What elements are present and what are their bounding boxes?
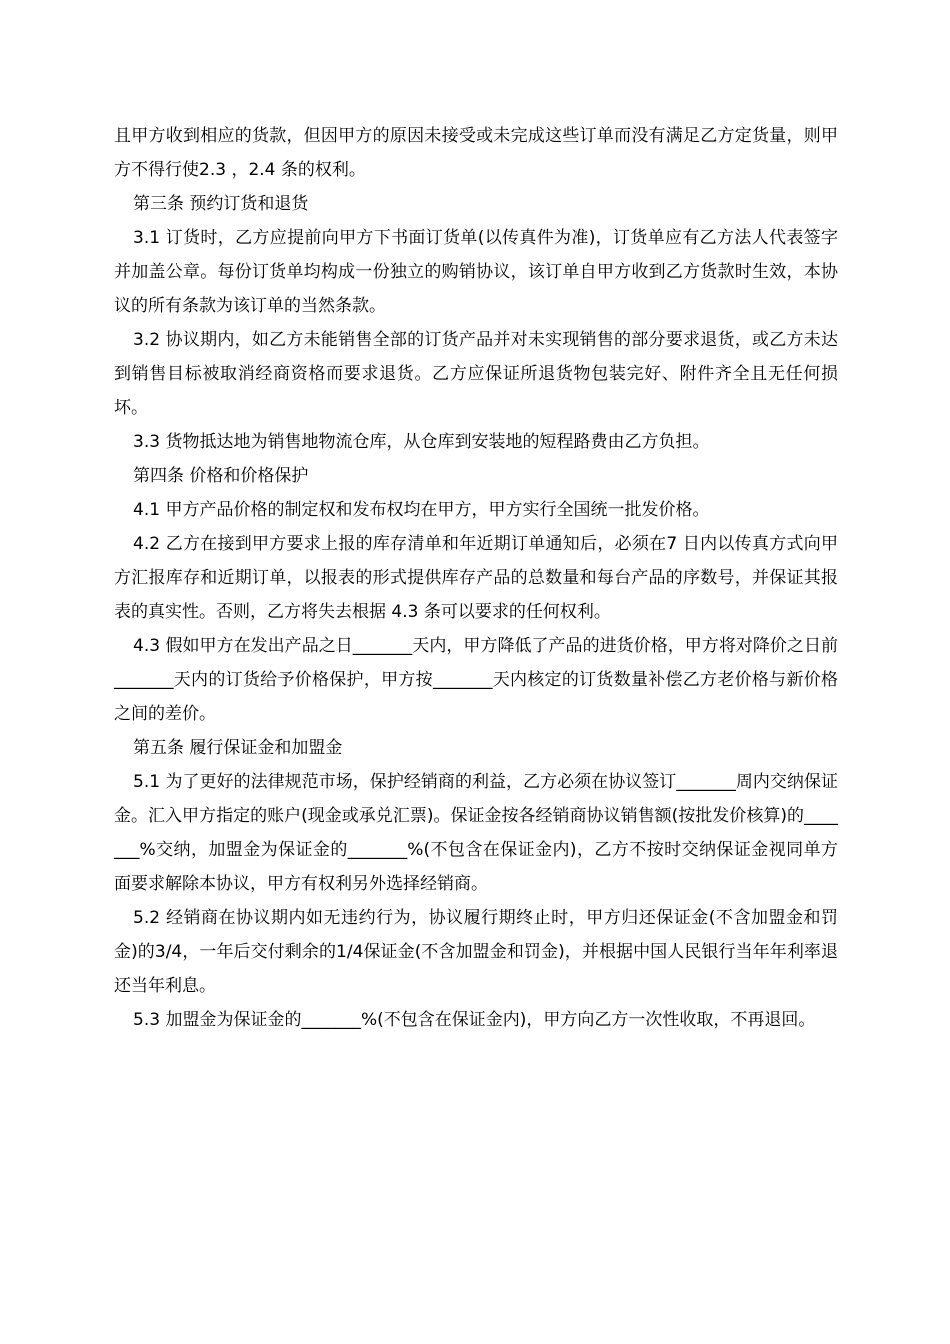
heading-article-4: 第四条 价格和价格保护 (133, 466, 309, 486)
clause-3-2: 3.2 协议期内，如乙方未能销售全部的订货产品并对未实现销售的部分要求退货，或乙方未达到销售目标被取消经商资格而要求退货。乙方应保证所退货物包装完好、附件齐全且无任何损坏。 (114, 330, 838, 418)
clause-3-1: 3.1 订货时，乙方应提前向甲方下书面订货单(以传真件为准)，订货单应有乙方法人代表签字并加盖公章。每份订货单均构成一份独立的购销协议，该订单自甲方收到乙方货款时生效，本协议的所有条款为该订单的当然条款。 (114, 228, 838, 316)
clause-5-3: 5.3 加盟金为保证金的_______%(不包含在保证金内)，甲方向乙方一次性收取，不再退回。 (133, 1010, 816, 1030)
document-page (114, 119, 838, 1037)
heading-article-5: 第五条 履行保证金和加盟金 (133, 738, 343, 758)
clause-4-3: 4.3 假如甲方在发出产品之日_______天内，甲方降低了产品的进货价格，甲方将对降价之日前_______天内的订货给予价格保护，甲方按_______天内核定的订货数量补偿乙方老价格与新价格之间的差价。 (114, 636, 838, 724)
paragraph-continuation: 且甲方收到相应的货款，但因甲方的原因未接受或未完成这些订单而没有满足乙方定货量，则甲方不得行使2.3 ，2.4 条的权利。 (114, 126, 838, 180)
clause-4-1: 4.1 甲方产品价格的制定权和发布权均在甲方，甲方实行全国统一批发价格。 (133, 500, 710, 520)
clause-3-3: 3.3 货物抵达地为销售地物流仓库，从仓库到安装地的短程路费由乙方负担。 (133, 432, 710, 452)
clause-5-2: 5.2 经销商在协议期内如无违约行为，协议履行期终止时，甲方归还保证金(不含加盟金和罚金)的3/4，一年后交付剩余的1/4保证金(不含加盟金和罚金)，并根据中国人民银行当年年利率退还当年利息。 (114, 908, 838, 996)
clause-5-1: 5.1 为了更好的法律规范市场，保护经销商的利益，乙方必须在协议签订_______周内交纳保证金。汇入甲方指定的账户(现金或承兑汇票)。保证金按各经销商协议销售额(按批发价核算)的_______%交纳，加盟金为保证金的_______%(不包含在保证金内)，乙方不按时交纳保证金视同单方面要求解除本协议，甲方有权利另外选择经销商。 (114, 772, 838, 894)
heading-article-3: 第三条 预约订货和退货 (133, 194, 309, 214)
clause-4-2: 4.2 乙方在接到甲方要求上报的库存清单和年近期订单通知后，必须在7 日内以传真方式向甲方汇报库存和近期订单，以报表的形式提供库存产品的总数量和每台产品的序数号，并保证其报表的真实性。否则，乙方将失去根据 4.3 条可以要求的任何权利。 (114, 534, 838, 622)
